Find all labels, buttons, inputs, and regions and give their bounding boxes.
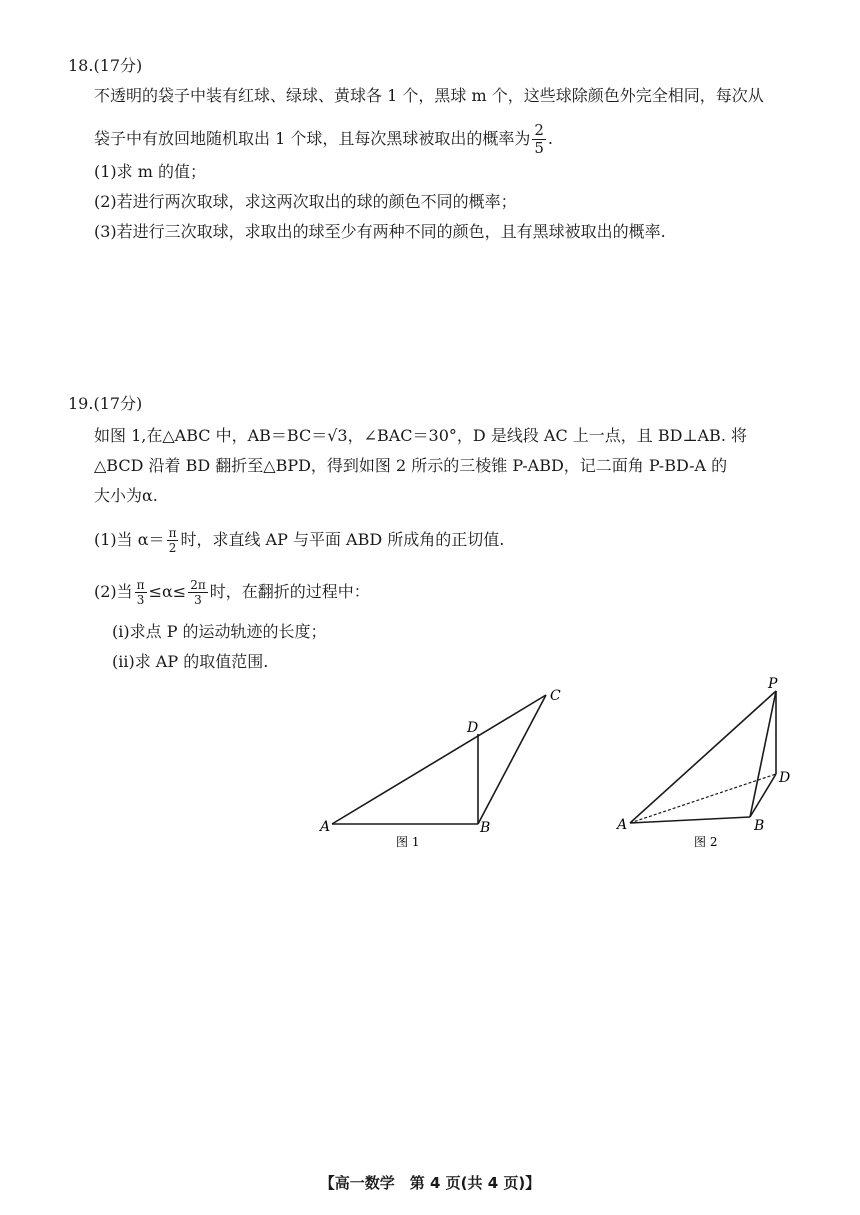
- q19-sub2: (ⅱ)求 AP 的取值范围.: [112, 652, 269, 671]
- q18-line2-prefix: 袋子中有放回地随机取出 1 个球，且每次黑球被取出的概率为: [94, 129, 531, 148]
- q19-line2: △BCD 沿着 BD 翻折至△BPD，得到如图 2 所示的三棱锥 P-ABD，记二面角 P-BD-A 的: [94, 456, 728, 475]
- q19-line3: 大小为α.: [94, 486, 158, 505]
- label-a: A: [617, 817, 628, 833]
- q18-fraction: [532, 122, 546, 157]
- label-a: A: [320, 819, 331, 835]
- q19-part1-prefix: (1)当 α＝: [94, 530, 165, 549]
- q18-line1: 不透明的袋子中装有红球、绿球、黄球各 1 个，黑球 m 个，这些球除颜色外完全相同，每次从: [94, 86, 764, 105]
- label-d: D: [779, 770, 791, 786]
- q18-part1: (1)求 m 的值；: [94, 162, 207, 181]
- q19-part2-inequality: ≤α≤: [148, 582, 187, 601]
- q18-line2-suffix: .: [547, 129, 553, 148]
- fraction-denominator: 2: [168, 541, 177, 555]
- label-d: D: [467, 720, 479, 736]
- fraction-numerator: π: [136, 578, 145, 592]
- q18-header: 18.(17分): [68, 56, 143, 75]
- fraction-numerator: π: [168, 526, 177, 540]
- q19-sub1: (ⅰ)求点 P 的运动轨迹的长度；: [112, 622, 327, 641]
- label-b: B: [480, 820, 491, 836]
- q19-part2-prefix: (2)当: [94, 582, 133, 601]
- label-p: P: [768, 676, 778, 692]
- q19-part1-suffix: 时，求直线 AP 与平面 ABD 所成角的正切值.: [180, 530, 505, 549]
- figure-2-caption: 图 2: [694, 835, 718, 849]
- segment-ac: [332, 695, 546, 824]
- fraction-denominator: 3: [194, 593, 202, 607]
- figure-1-triangle-diagram: [310, 680, 580, 855]
- edge-ab: [630, 817, 750, 823]
- q19-line1: 如图 1,在△ABC 中，AB＝BC＝√3，∠BAC＝30°，D 是线段 AC 上一点，且 BD⊥AB. 将: [94, 426, 747, 445]
- q19-part2-fraction-lower: [135, 578, 147, 607]
- q19-part1-fraction: [167, 526, 179, 555]
- q19-header: 19.(17分): [68, 394, 143, 413]
- figure-1-caption: 图 1: [396, 835, 420, 849]
- label-c: C: [550, 688, 561, 704]
- page-footer: 【高一数学 第 4 页(共 4 页)】: [319, 1174, 541, 1192]
- fraction-denominator: 3: [136, 593, 145, 607]
- fraction-denominator: 5: [534, 139, 544, 157]
- q19-part1: [94, 526, 504, 555]
- edge-bp: [750, 691, 776, 817]
- q18-line2: [94, 122, 553, 157]
- edge-ap: [630, 691, 776, 823]
- label-b: B: [754, 818, 765, 834]
- q18-part2: (2)若进行两次取球，求这两次取出的球的颜色不同的概率；: [94, 192, 517, 211]
- q19-part2: [94, 578, 370, 607]
- segment-bc: [478, 695, 546, 824]
- q18-part3: (3)若进行三次取球，求取出的球至少有两种不同的颜色，且有黑球被取出的概率.: [94, 222, 666, 241]
- fraction-numerator: 2π: [190, 578, 206, 592]
- figure-2-pyramid-diagram: [605, 672, 805, 857]
- q19-part2-fraction-upper: [188, 578, 208, 607]
- fraction-numerator: 2: [534, 121, 544, 139]
- q19-part2-suffix: 时，在翻折的过程中：: [209, 582, 370, 601]
